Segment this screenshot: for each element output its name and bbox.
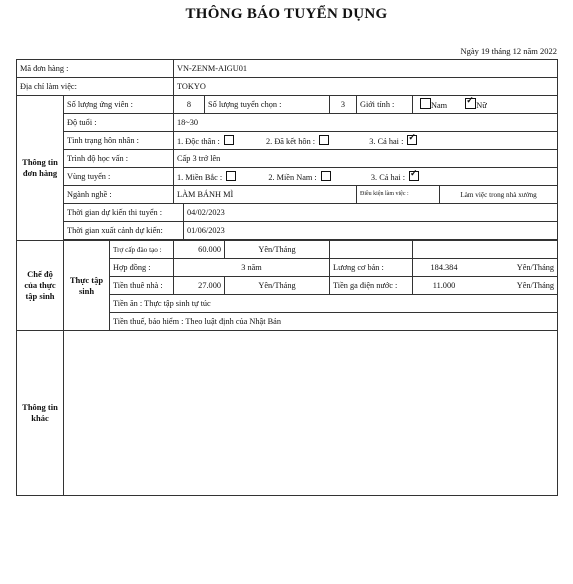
gender-options — [413, 96, 558, 114]
allowance-empty-1 — [330, 241, 413, 259]
marital-opt3-checkbox[interactable] — [407, 131, 417, 145]
base-salary-unit: Yên/Tháng — [516, 262, 555, 272]
marital-opt3-label: 3. Cả hai : — [369, 136, 404, 146]
utility-value: 11.000 — [432, 280, 456, 290]
allowance-row — [17, 241, 558, 259]
age-row — [17, 114, 558, 132]
gender-label: Giới tính : — [357, 96, 413, 114]
education-row — [17, 150, 558, 168]
region-opt2-label: 2. Miền Nam : — [268, 172, 317, 182]
issue-date: Ngày 19 tháng 12 năm 2022 — [460, 46, 557, 56]
region-opt1-label: 1. Miền Bắc : — [177, 172, 223, 182]
education-label: Trình độ học vấn : — [64, 150, 174, 168]
rent-value: 27.000 — [174, 277, 225, 295]
utility-unit: Yên/Tháng — [516, 280, 555, 290]
other-info-row — [17, 331, 558, 496]
order-code-label: Mã đơn hàng : — [17, 60, 174, 78]
work-address-value: TOKYO — [174, 78, 558, 96]
condition-value: Làm việc trong nhà xưởng — [440, 186, 558, 204]
allowance-value: 60.000 — [174, 241, 225, 259]
page-title: THÔNG BÁO TUYỂN DỤNG — [185, 6, 388, 22]
marital-row — [17, 132, 558, 150]
contract-label: Hợp đồng : — [110, 259, 174, 277]
base-salary-value: 184.384 — [430, 262, 458, 272]
age-label: Độ tuổi : — [64, 114, 174, 132]
region-row — [17, 168, 558, 186]
other-info-section-label: Thông tin khác — [17, 331, 64, 496]
region-opt1-checkbox[interactable] — [226, 171, 236, 181]
rent-unit: Yên/Tháng — [225, 277, 330, 295]
marital-opt2-checkbox[interactable] — [319, 135, 329, 145]
base-salary-label: Lương cơ bản : — [330, 259, 413, 277]
work-address-row — [17, 78, 558, 96]
selected-label: Số lượng tuyển chọn : — [205, 96, 330, 114]
policy-sub-label: Thực tập sinh — [64, 241, 110, 331]
utility-cell — [413, 277, 558, 295]
exam-label: Thời gian dự kiến thi tuyển : — [64, 204, 184, 222]
departure-row — [17, 222, 558, 240]
tax-text: Tiền thuế, bảo hiểm : Theo luật định của Nhật Bản — [110, 313, 558, 331]
departure-label: Thời gian xuất cảnh dự kiến: — [64, 222, 184, 240]
marital-opt1-checkbox[interactable] — [224, 135, 234, 145]
order-code-value: VN-ZENM-AIGU01 — [174, 60, 558, 78]
order-info-section-label: Thông tin đơn hàng — [17, 96, 64, 241]
region-opt3-checkbox[interactable] — [409, 167, 419, 181]
rent-label: Tiền thuê nhà : — [110, 277, 174, 295]
work-address-label: Địa chỉ làm việc: — [17, 78, 174, 96]
job-row — [17, 186, 558, 204]
utility-label: Tiền ga điện nước : — [330, 277, 413, 295]
gender-male-checkbox[interactable] — [420, 98, 431, 109]
contract-value: 3 năm — [174, 259, 330, 277]
selected-value: 3 — [330, 96, 357, 114]
region-opt3-label: 3. Cả hai : — [370, 172, 405, 182]
region-options — [174, 168, 558, 186]
candidates-value: 8 — [174, 96, 205, 114]
job-value: LÀM BÁNH MÌ — [174, 186, 357, 204]
job-label: Ngành nghề : — [64, 186, 174, 204]
check-icon: ✓ — [410, 167, 418, 178]
candidates-row — [17, 96, 558, 114]
allowance-empty-2 — [413, 241, 558, 259]
order-code-row — [17, 60, 558, 78]
marital-options — [174, 132, 558, 150]
region-opt2-checkbox[interactable] — [321, 171, 331, 181]
check-icon: ✓ — [408, 131, 416, 142]
exam-value: 04/02/2023 — [184, 204, 558, 222]
departure-value: 01/06/2023 — [184, 222, 558, 240]
marital-label: Tình trạng hôn nhân : — [64, 132, 174, 150]
education-value: Cấp 3 trở lên — [174, 150, 558, 168]
meal-text: Tiền ăn : Thực tập sinh tự túc — [110, 295, 558, 313]
other-info-content — [64, 331, 558, 496]
exam-row — [17, 204, 558, 222]
gender-female-label: Nữ — [476, 101, 487, 110]
region-label: Vùng tuyển : — [64, 168, 174, 186]
marital-opt2-label: 2. Đã kết hôn : — [266, 136, 316, 146]
candidates-label: Số lượng ứng viên : — [64, 96, 174, 114]
condition-label: Điều kiện làm việc : — [357, 186, 440, 204]
check-icon: ✓ — [466, 95, 474, 105]
recruitment-form — [16, 59, 558, 496]
age-value: 18~30 — [174, 114, 558, 132]
base-salary-cell — [413, 259, 558, 277]
allowance-label: Trợ cấp đào tạo : — [110, 241, 174, 259]
gender-male-label: Nam — [431, 101, 448, 110]
allowance-unit: Yên/Tháng — [225, 241, 330, 259]
gender-female-checkbox[interactable] — [465, 95, 476, 109]
policy-section-label: Chế độ của thực tập sinh — [17, 241, 64, 331]
marital-opt1-label: 1. Độc thân : — [177, 136, 220, 146]
